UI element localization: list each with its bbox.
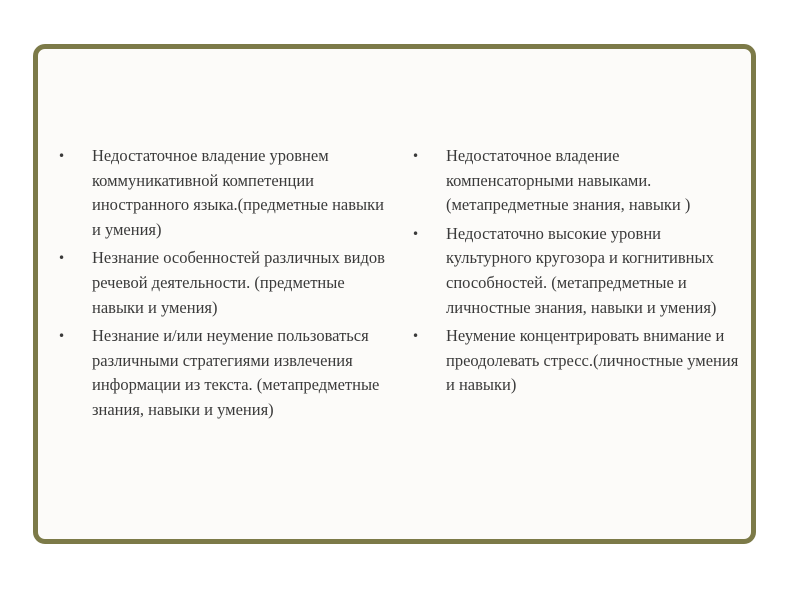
bullet-icon: • (58, 329, 66, 344)
right-bullet-list (412, 144, 742, 402)
list-item (58, 144, 388, 242)
list-item (412, 222, 742, 320)
bullet-icon: • (412, 149, 420, 163)
left-bullet-list (58, 144, 388, 427)
bullet-icon: • (58, 149, 66, 163)
list-item-text: Недостаточное владение уровнем коммуникативной компетенции иностранного языка.(предметные навыки и умения) (92, 146, 384, 239)
list-item (412, 324, 742, 398)
bullet-icon: • (58, 251, 66, 266)
bullet-icon: • (412, 226, 420, 241)
list-item-text: Неумение концентрировать внимание и преодолевать стресс.(личностные умения и навыки) (446, 326, 739, 395)
list-item (58, 324, 388, 422)
list-item (412, 144, 742, 218)
bullet-icon: • (412, 329, 420, 344)
list-item-text: Недостаточное владение компенсаторными навыками. (метапредметные знания, навыки ) (446, 146, 691, 215)
list-item-text: Незнание и/или неумение пользоваться различными стратегиями извлечения информации из текста. (метапредметные знания, навыки и умения) (92, 326, 380, 419)
list-item-text: Недостаточно высокие уровни культурного кругозора и когнитивных способностей. (метапредметные и личностные знания, навыки и умения) (446, 223, 717, 317)
list-item (58, 246, 388, 320)
list-item-text: Незнание особенностей различных видов речевой деятельности. (предметные навыки и умения) (92, 248, 385, 317)
